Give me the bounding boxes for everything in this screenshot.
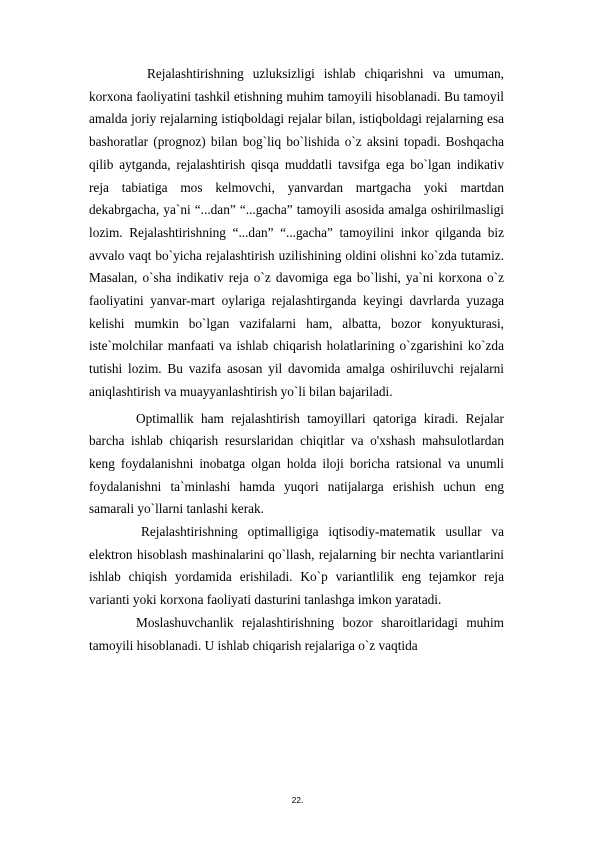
paragraph-optimallik: Optimallik ham rejalashtirish tamoyillari qatoriga kiradi. Rejalar barcha ishlab chiqarish resurslaridan chiqitlar va o'xshash mahsulotlardan keng foydalanishni inobatga olgan holda iloji boricha ratsional va unumli foydalanishni ta`minlashi hamda yuqori natijalarga erishish uchun eng samarali yo`llarni tanlashi kerak.	[89, 410, 504, 517]
paragraph-uzluksizlik: Rejalashtirishning uzluksizligi ishlab chiqarishni va umuman, korxona faoliyatini tashkil etishning muhim tamoyili hisoblanadi. Bu tamoyil amalda joriy rejalarning istiqboldagi rejalar bilan, istiqboldagi rejalarning esa bashoratlar (prognoz) bilan bog`liq bo`lishida o`z aksini topadi. Boshqacha qilib aytganda, rejalashtirish qisqa muddatli tavsifga ega bo`lgan indikativ reja tabiatiga mos kelmovchi, yanvardan martgacha yoki martdan dekabrgacha, ya`ni “...dan” “...gacha” tamoyili asosida amalga oshirilmasligi lozim. Rejalashtirishning “...dan” “...gacha” tamoyilini inkor qilganda biz avvalo vaqt bo`yicha rejalashtirish uzilishining oldini olishni ko`zda tutamiz. Masalan, o`sha indikativ reja o`z davomiga ega bo`lishi, ya`ni korxona o`z faoliyatini yanvar-mart oylariga rejalashtirganda keyingi davrlarda yuzaga kelishi mumkin bo`lgan vazifalarni ham, albatta, bozor konyukturasi, iste`molchilar manfaati va ishlab chiqarish holatlarining o`zgarishini ko`zda tutishi lozim. Bu vazifa asosan yil davomida amalga oshiriluvchi rejalarni aniqlashtirish va muayyanlashtirish yo`li bilan bajariladi.	[89, 66, 504, 399]
document-body	[89, 63, 504, 657]
page-number: 22.	[291, 795, 304, 805]
paragraph-moslashuvchanlik: Moslashuvchanlik rejalashtirishning bozor sharoitlaridagi muhim tamoyili hisoblanadi. U ishlab chiqarish rejalariga o`z vaqtida	[89, 614, 504, 653]
paragraph-optimallik-usullari: Rejalashtirishning optimalligiga iqtisodiy-matematik usullar va elektron hisoblash mashinalarini qo`llash, rejalarning bir nechta variantlarini ishlab chiqish yordamida erishiladi. Ko`p variantlilik eng tejamkor reja varianti yoki korxona faoliyati dasturini tanlashga imkon yaratadi.	[89, 524, 504, 608]
